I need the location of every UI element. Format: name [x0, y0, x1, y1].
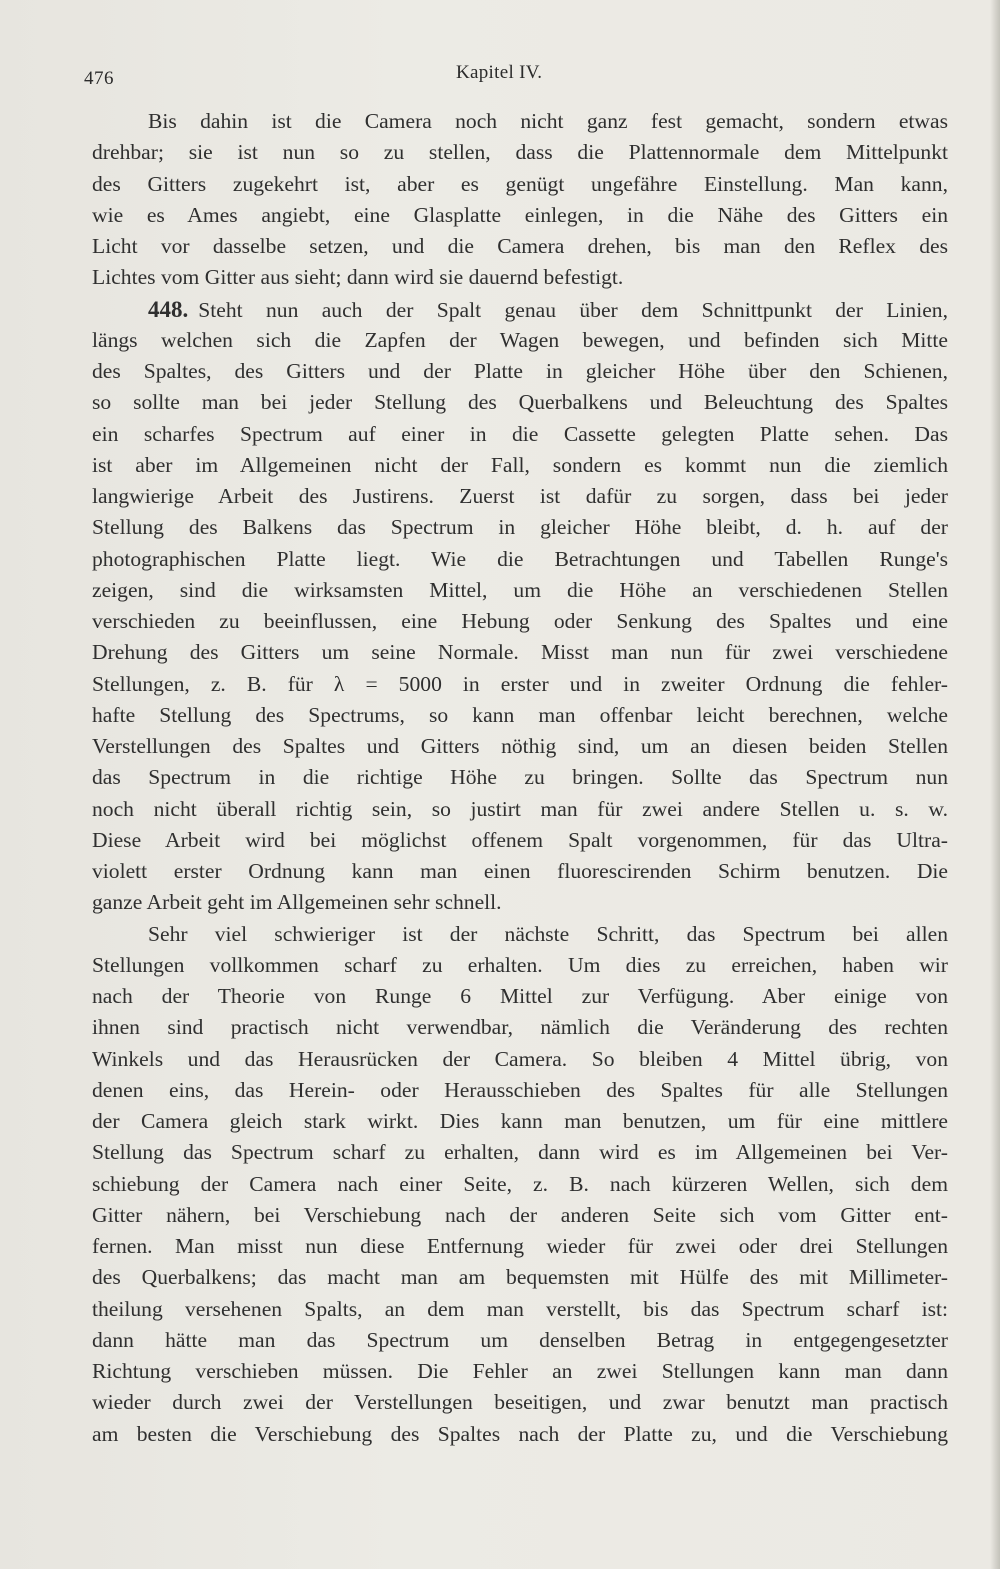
section-number: 448. [148, 296, 189, 322]
running-head: Kapitel IV. [456, 62, 543, 83]
text-line: hafte Stellung des Spectrums, so kann man offenbar leicht berechnen, welche [92, 702, 948, 727]
text-line: Verstellungen des Spaltes und Gitters nöthig sind, um an diesen beiden Stellen [92, 734, 948, 758]
text-line: ganze Arbeit geht im Allgemeinen sehr schnell. [92, 890, 502, 915]
text-line: drehbar; sie ist nun so zu stellen, dass die Plattennormale dem Mittelpunkt [92, 140, 948, 165]
text-line: ihnen sind practisch nicht verwendbar, nämlich die Veränderung des rechten [92, 1015, 948, 1040]
text-line: Bis dahin ist die Camera noch nicht ganz fest gemacht, sondern etwas [148, 109, 948, 133]
text-line: Drehung des Gitters um seine Normale. Misst man nun für zwei verschiedene [92, 640, 948, 665]
text-line: fernen. Man misst nun diese Entfernung wieder für zwei oder drei Stellungen [92, 1234, 948, 1258]
text-line: wie es Ames angiebt, eine Glasplatte einlegen, in die Nähe des Gitters ein [92, 202, 948, 227]
text-line: noch nicht überall richtig sein, so justirt man für zwei andere Stellen u. s. w. [92, 796, 948, 821]
text-line: des Gitters zugekehrt ist, aber es genügt ungefähre Einstellung. Man kann, [92, 171, 948, 196]
text-line: Diese Arbeit wird bei möglichst offenem Spalt vorgenommen, für das Ultra- [92, 827, 948, 852]
text-line: Winkels und das Herausrücken der Camera. So bleiben 4 Mittel übrig, von [92, 1046, 948, 1071]
text-line: verschieden zu beeinflussen, eine Hebung oder Senkung des Spaltes und eine [92, 609, 948, 633]
text-line: Stellungen vollkommen scharf zu erhalten. Um dies zu erreichen, haben wir [92, 952, 948, 977]
text-line: ein scharfes Spectrum auf einer in die Cassette gelegten Platte sehen. Das [92, 421, 948, 446]
text-line: photographischen Platte liegt. Wie die Betrachtungen und Tabellen Runge's [92, 546, 948, 571]
text-line: nach der Theorie von Runge 6 Mittel zur Verfügung. Aber einige von [92, 984, 948, 1008]
text-line: Lichtes vom Gitter aus sieht; dann wird sie dauernd befestigt. [92, 265, 624, 290]
text-line: Steht nun auch der Spalt genau über dem Schnittpunkt der Linien, [198, 297, 948, 322]
text-line: theilung versehenen Spalts, an dem man verstellt, bis das Spectrum scharf ist: [92, 1296, 948, 1321]
page-header [84, 62, 944, 92]
text-line: zeigen, sind die wirksamsten Mittel, um die Höhe an verschiedenen Stellen [92, 577, 948, 602]
text-line: Gitter nähern, bei Verschiebung nach der anderen Seite sich vom Gitter ent- [92, 1202, 948, 1227]
text-line: dann hätte man das Spectrum um denselben Betrag in entgegengesetzter [92, 1327, 948, 1352]
text-line: so sollte man bei jeder Stellung des Querbalkens und Beleuchtung des Spaltes [92, 390, 948, 415]
text-line: des Querbalkens; das macht man am bequemsten mit Hülfe des mit Millimeter- [92, 1265, 948, 1290]
text-line: ist aber im Allgemeinen nicht der Fall, sondern es kommt nun die ziemlich [92, 452, 948, 477]
text-line: Sehr viel schwieriger ist der nächste Schritt, das Spectrum bei allen [148, 921, 948, 946]
text-line: der Camera gleich stark wirkt. Dies kann man benutzen, um für eine mittlere [92, 1109, 948, 1133]
text-line: Richtung verschieben müssen. Die Fehler an zwei Stellungen kann man dann [92, 1359, 948, 1383]
page-number: 476 [84, 68, 114, 89]
text-line: violett erster Ordnung kann man einen fluorescirenden Schirm benutzen. Die [92, 859, 948, 883]
text-line: längs welchen sich die Zapfen der Wagen bewegen, und befinden sich Mitte [92, 327, 948, 352]
text-line: wieder durch zwei der Verstellungen beseitigen, und zwar benutzt man practisch [92, 1390, 948, 1415]
text-line: das Spectrum in die richtige Höhe zu bringen. Sollte das Spectrum nun [92, 765, 948, 790]
text-line: schiebung der Camera nach einer Seite, z. B. nach kürzeren Wellen, sich dem [92, 1171, 948, 1196]
text-line: denen eins, das Herein- oder Herausschieben des Spaltes für alle Stellungen [92, 1077, 948, 1102]
text-line: Licht vor dasselbe setzen, und die Camera drehen, bis man den Reflex des [92, 234, 948, 258]
body-text [92, 106, 948, 1450]
text-line: Stellung das Spectrum scharf zu erhalten, dann wird es im Allgemeinen bei Ver- [92, 1140, 948, 1165]
section-first-line [92, 294, 948, 325]
text-line: Stellung des Balkens das Spectrum in gleicher Höhe bleibt, d. h. auf der [92, 515, 948, 540]
text-line: Stellungen, z. B. für λ = 5000 in erster und in zweiter Ordnung die fehler- [92, 671, 948, 696]
text-line: am besten die Verschiebung des Spaltes nach der Platte zu, und die Verschiebung [92, 1421, 948, 1446]
text-line: des Spaltes, des Gitters und der Platte in gleicher Höhe über den Schienen, [92, 359, 948, 383]
text-line: langwierige Arbeit des Justirens. Zuerst ist dafür zu sorgen, dass bei jeder [92, 484, 948, 508]
